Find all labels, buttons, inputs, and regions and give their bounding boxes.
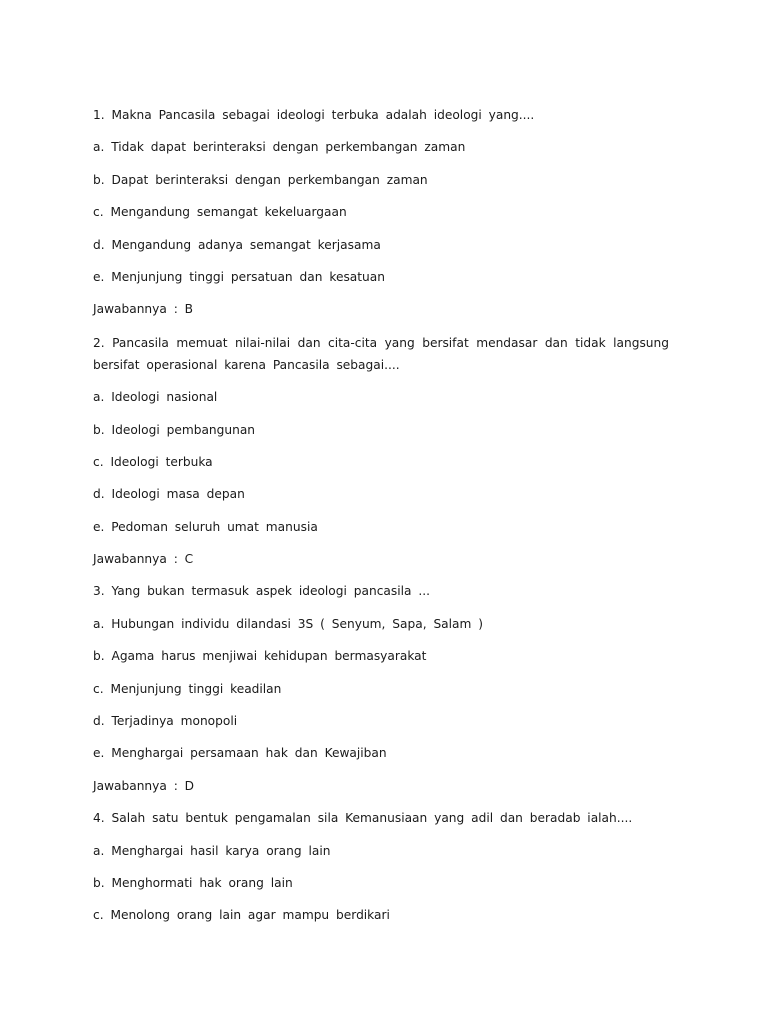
answer-option: a. Tidak dapat berinteraksi dengan perkembangan zaman [93, 140, 466, 155]
answer-option: c. Ideologi terbuka [93, 454, 213, 469]
answer-option: a. Menghargai hasil karya orang lain [93, 843, 331, 858]
document-page [93, 105, 669, 938]
answer-option: e. Pedoman seluruh umat manusia [93, 519, 318, 534]
answer-option: c. Mengandung semangat kekeluargaan [93, 205, 347, 220]
answer-key: Jawabannya : D [93, 778, 195, 793]
question-text: 1. Makna Pancasila sebagai ideologi terbuka adalah ideologi yang.... [93, 108, 535, 122]
answer-option: e. Menjunjung tinggi persatuan dan kesatuan [93, 269, 385, 284]
answer-option: b. Dapat berinteraksi dengan perkembangan zaman [93, 172, 428, 187]
answer-option: d. Ideologi masa depan [93, 487, 245, 502]
answer-option: b. Menghormati hak orang lain [93, 875, 293, 890]
answer-option: b. Agama harus menjiwai kehidupan bermasyarakat [93, 649, 427, 664]
answer-option: c. Menjunjung tinggi keadilan [93, 681, 282, 696]
question-text: 2. Pancasila memuat nilai-nilai dan cita-cita yang bersifat mendasar dan tidak langsung bersifat operasional karena Pancasila sebagai.... [93, 335, 669, 372]
question-text: 4. Salah satu bentuk pengamalan sila Kemanusiaan yang adil dan beradab ialah.... [93, 811, 633, 826]
answer-option: a. Hubungan individu dilandasi 3S ( Senyum, Sapa, Salam ) [93, 616, 484, 631]
answer-option: b. Ideologi pembangunan [93, 422, 256, 437]
answer-option: e. Menghargai persamaan hak dan Kewajiban [93, 746, 387, 761]
answer-option: c. Menolong orang lain agar mampu berdikari [93, 908, 390, 923]
answer-key: Jawabannya : B [93, 302, 194, 317]
answer-option: d. Terjadinya monopoli [93, 714, 238, 729]
question-text: 3. Yang bukan termasuk aspek ideologi pancasila ... [93, 584, 430, 599]
answer-option: a. Ideologi nasional [93, 390, 218, 405]
answer-key: Jawabannya : C [93, 552, 194, 567]
answer-option: d. Mengandung adanya semangat kerjasama [93, 237, 381, 252]
